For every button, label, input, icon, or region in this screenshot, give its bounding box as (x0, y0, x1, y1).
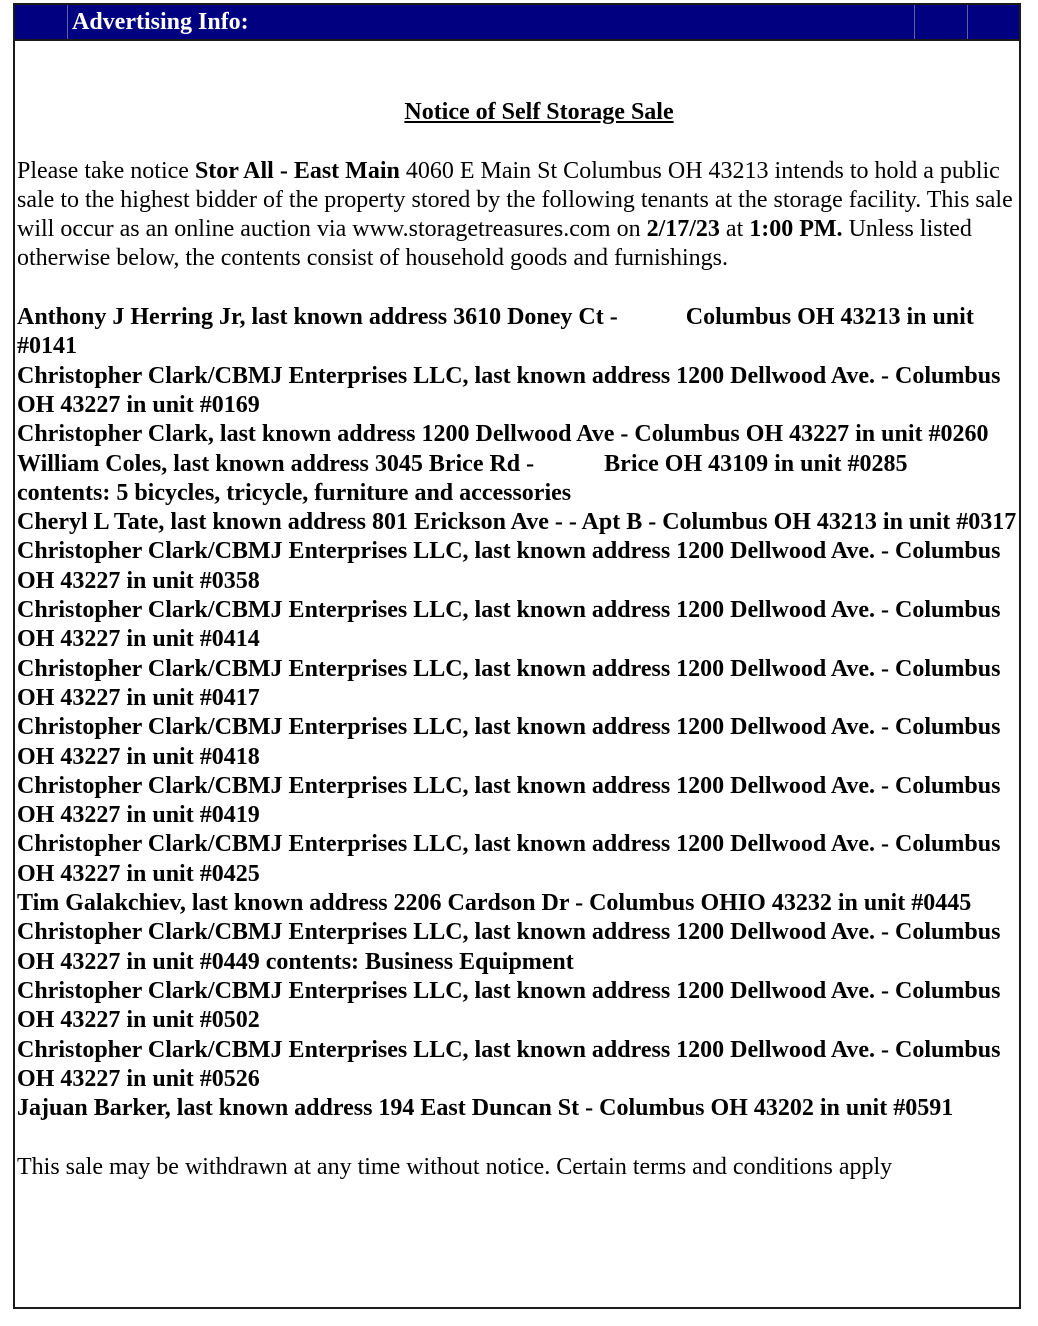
list-item: Christopher Clark/CBMJ Enterprises LLC, last known address 1200 Dellwood Ave. - Columbus OH 43227 in unit #0449 contents: Business Equipment (17, 919, 1001, 975)
entry-text: contents: 5 bicycles, tricycle, furniture and accessories (17, 479, 572, 506)
header-cell (914, 5, 968, 39)
list-item: Christopher Clark/CBMJ Enterprises LLC, last known address 1200 Dellwood Ave. - Columbus OH 43227 in unit #0418 (17, 714, 1001, 770)
list-item: Tim Galakchiev, last known address 2206 Cardson Dr - Columbus OHIO 43232 in unit #0445 (17, 890, 972, 917)
facility-name: Stor All - East Main (194, 157, 400, 184)
notice-title: Notice of Self Storage Sale (404, 99, 674, 125)
entry-text: William Coles, last known address 3045 Brice Rd - (17, 450, 535, 477)
entry-text: Anthony J Herring Jr, last known address 3610 Doney Ct - (17, 304, 618, 331)
list-item: Christopher Clark/CBMJ Enterprises LLC, last known address 1200 Dellwood Ave. - Columbus OH 43227 in unit #0169 (17, 362, 1001, 418)
panel-header (15, 5, 1019, 41)
list-item: Christopher Clark/CBMJ Enterprises LLC, last known address 1200 Dellwood Ave. - Columbus OH 43227 in unit #0526 (17, 1036, 1001, 1092)
list-item: Christopher Clark/CBMJ Enterprises LLC, last known address 1200 Dellwood Ave. - Columbus OH 43227 in unit #0414 (17, 597, 1001, 653)
list-item: Christopher Clark/CBMJ Enterprises LLC, last known address 1200 Dellwood Ave. - Columbus OH 43227 in unit #0502 (17, 977, 1001, 1034)
header-cell (968, 5, 1019, 39)
list-item: Christopher Clark, last known address 1200 Dellwood Ave - Columbus OH 43227 in unit #0260 (17, 421, 989, 448)
sale-date: 2/17/23 (646, 216, 720, 243)
intro-text: Please take notice (17, 157, 195, 184)
sale-time: 1:00 PM. (749, 216, 843, 243)
notice-footer: This sale may be withdrawn at any time without notice. Certain terms and conditions apply (17, 1153, 893, 1180)
list-item: Cheryl L Tate, last known address 801 Erickson Ave - - Apt B - Columbus OH 43213 in unit #0317 (17, 509, 1017, 536)
list-item: Christopher Clark/CBMJ Enterprises LLC, last known address 1200 Dellwood Ave. - Columbus OH 43227 in unit #0425 (17, 831, 1001, 887)
intro-text: at (719, 216, 750, 243)
list-item (17, 303, 1017, 362)
intro-text: Unless listed otherwise below, the contents consist of household goods and furnishings. (17, 216, 972, 272)
list-item: Christopher Clark/CBMJ Enterprises LLC, last known address 1200 Dellwood Ave. - Columbus OH 43227 in unit #0358 (17, 538, 1001, 594)
list-item: Jajuan Barker, last known address 194 East Duncan St - Columbus OH 43202 in unit #0591 (17, 1095, 954, 1122)
notice-body (17, 98, 1017, 1182)
advertising-panel (13, 3, 1021, 1309)
entry-text: Columbus OH 43213 in unit #0141 (17, 304, 974, 360)
notice-intro (17, 157, 1017, 274)
intro-text: 4060 E Main St Columbus OH 43213 intends to hold a public sale to the highest bidder of the property stored by the following tenants at the storage facility. This sale will occur as an online auction via www.storagetreasures.com on (17, 157, 1013, 243)
header-cell (15, 5, 68, 39)
list-item: Christopher Clark/CBMJ Enterprises LLC, last known address 1200 Dellwood Ave. - Columbus OH 43227 in unit #0419 (17, 772, 1001, 829)
entry-text: Brice OH 43109 in unit #0285 (604, 450, 908, 477)
tenant-list (17, 303, 1017, 1123)
panel-title: Advertising Info: (72, 9, 249, 35)
list-item: Christopher Clark/CBMJ Enterprises LLC, last known address 1200 Dellwood Ave. - Columbus OH 43227 in unit #0417 (17, 655, 1001, 711)
list-item (17, 450, 1017, 509)
